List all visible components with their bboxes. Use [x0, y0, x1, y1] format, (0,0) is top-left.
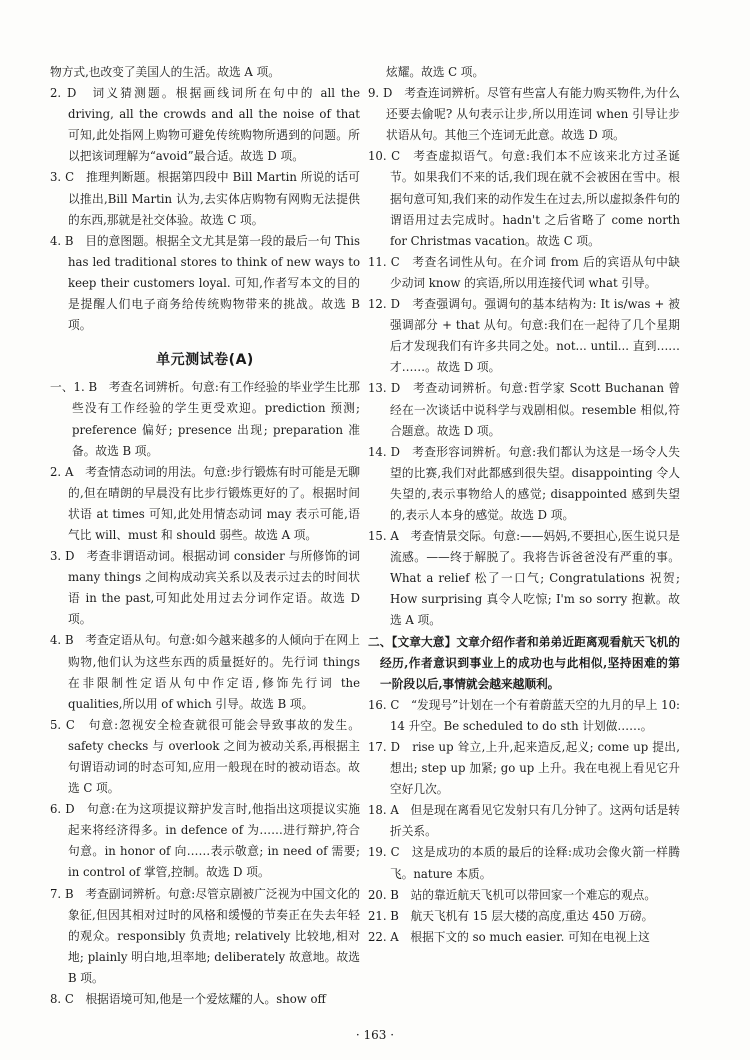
left-column: [50, 62, 360, 1010]
answer-paragraph: 2. A 考查情态动词的用法。句意:步行锻炼有时可能是无聊的,但在晴朗的早晨没有比步行锻炼更好的了。根据时间状语 at times 可知,此处用情态动词 may 表示可能,语气比 will、must 和 should 弱些。故选 A 项。: [50, 464, 360, 542]
page-number: · 163 ·: [355, 1028, 395, 1042]
answer-paragraph: 物方式,也改变了美国人的生活。故选 A 项。: [50, 65, 280, 79]
answer-paragraph: 18. A 但是现在离看见它发射只有几分钟了。这两句话是转折关系。: [368, 803, 680, 839]
answer-paragraph: 10. C 考查虚拟语气。句意:我们本不应该来北方过圣诞节。如果我们不来的话,我们现在就不会被困在雪中。根据句意可知,我们来的动作发生在过去,所以虚拟条件句的谓语用过去完成时。hadn't 之后省略了 come north for Christmas vacation。故选 C 项。: [368, 149, 680, 248]
answer-paragraph: 7. B 考查副词辨析。句意:尽管京剧被广泛视为中国文化的象征,但因其相对过时的风格和缓慢的节奏正在失去年轻的观众。responsibly 负责地; relatively 比较地,相对地; plainly 明白地,坦率地; deliberately 故意地。故选 B 项。: [50, 886, 360, 985]
answer-paragraph: 3. C 推理判断题。根据第四段中 Bill Martin 所说的话可以推出,Bill Martin 认为,去实体店购物有网购无法提供的东西,那就是社交体验。故选 C 项。: [50, 170, 360, 227]
answer-paragraph: 9. D 考查连词辨析。尽管有些富人有能力购买物件,为什么还要去偷呢? 从句表示让步,所以用连词 when 引导让步状语从句。其他三个连词无此意。故选 D 项。: [368, 86, 680, 143]
answer-paragraph: 22. A 根据下文的 so much easier. 可知在电视上这: [368, 929, 650, 944]
answer-paragraph: 3. D 考查非谓语动词。根据动词 consider 与所修饰的词 many things 之间构成动宾关系以及表示过去的时间状语 in the past,可知此处用过去分词作定语。故选 D 项。: [50, 549, 360, 627]
answer-paragraph: 2. D 词义猜测题。根据画线词所在句中的 all the driving, all the crowds and all the noise of that 可知,此处指网上购物可避免传统购物所遇到的问题。所以把该词理解为“avoid”最合适。故选 D 项。: [50, 86, 360, 164]
answer-paragraph: 炫耀。故选 C 项。: [386, 65, 485, 79]
answer-paragraph: 14. D 考查形容词辨析。句意:我们都认为这是一场令人失望的比赛,我们对此都感到很失望。disappointing 令人失望的,表示事物给人的感觉; disappointed 感到失望的,表示人本身的感觉。故选 D 项。: [368, 444, 680, 522]
answer-paragraph: 4. B 目的意图题。根据全文尤其是第一段的最后一句 This has led traditional stores to think of new ways to keep their customers loyal. 可知,作者写本文的目的是提醒人们电子商务给传统购物带来的挑战。故选 B 项。: [50, 233, 360, 333]
answer-paragraph: 17. D rise up 耸立,上升,起来造反,起义; come up 提出,想出; step up 加紧; go up 上升。我在电视上看见它升空好几次。: [368, 740, 680, 797]
answer-paragraph: 6. D 句意:在为这项提议辩护发言时,他指出这项提议实施起来将经济得多。in defence of 为……进行辩护,符合句意。in honor of 向……表示敬意; in need of 需要; in control of 掌管,控制。故选 D 项。: [50, 802, 360, 880]
answer-paragraph: 8. C 根据语境可知,他是一个爱炫耀的人。show off: [50, 992, 326, 1007]
answer-paragraph: 16. C “发现号”计划在一个有着蔚蓝天空的九月的早上 10: 14 升空。Be scheduled to do sth 计划做……。: [368, 697, 680, 733]
section-heading: 单元测试卷(A): [156, 352, 254, 369]
answer-paragraph: 13. D 考查动词辨析。句意:哲学家 Scott Buchanan 曾经在一次谈话中说科学与戏剧相似。resemble 相似,符合题意。故选 D 项。: [368, 381, 680, 438]
answer-paragraph: 一、1. B 考查名词辨析。句意:有工作经验的毕业学生比那些没有工作经验的学生更受欢迎。prediction 预测; preference 偏好; presence 出现; preparation 准备。故选 B 项。: [50, 380, 360, 458]
right-column: [368, 62, 680, 948]
answer-paragraph: 11. C 考查名词性从句。在介词 from 后的宾语从句中缺少动词 know 的宾语,所以用连接代词 what 引导。: [368, 254, 680, 290]
answer-paragraph: 21. B 航天飞机有 15 层大楼的高度,重达 450 万磅。: [368, 908, 654, 923]
answer-paragraph: 5. C 句意:忽视安全检查就很可能会导致事故的发生。safety checks 与 overlook 之间为被动关系,再根据主句谓语动词的时态可知,应用一般现在时的被动语态。故选 C 项。: [50, 717, 360, 796]
answer-paragraph: 12. D 考查强调句。强调句的基本结构为: It is/was + 被强调部分 + that 从句。句意:我们在一起待了几个星期后才发现我们有许多共同之处。not... until... 直到……才……。故选 D 项。: [368, 297, 680, 375]
answer-paragraph: 4. B 考查定语从句。句意:如今越来越多的人倾向于在网上购物,他们认为这些东西的质量挺好的。先行词 things 在非限制性定语从句中作定语,修饰先行词 the qualities,所以用 of which 引导。故选 B 项。: [50, 633, 360, 711]
answer-paragraph: 15. A 考查情景交际。句意:——妈妈,不要担心,医生说只是流感。——终于解脱了。我将告诉爸爸没有严重的事。What a relief 松了一口气; Congratulations 祝贺; How surprising 真令人吃惊; I'm so sorry 抱歉。故选 A 项。: [368, 529, 680, 628]
answer-paragraph: 20. B 站的靠近航天飞机可以带回家一个难忘的观点。: [368, 887, 657, 902]
answer-paragraph: 19. C 这是成功的本质的最后的诠释:成功会像火箭一样腾飞。nature 本质。: [368, 845, 680, 881]
article-summary: 二、【文章大意】文章介绍作者和弟弟近距离观看航天飞机的经历,作者意识到事业上的成功也与此相似,坚持困难的第一阶段以后,事情就会越来越顺利。: [368, 634, 680, 691]
